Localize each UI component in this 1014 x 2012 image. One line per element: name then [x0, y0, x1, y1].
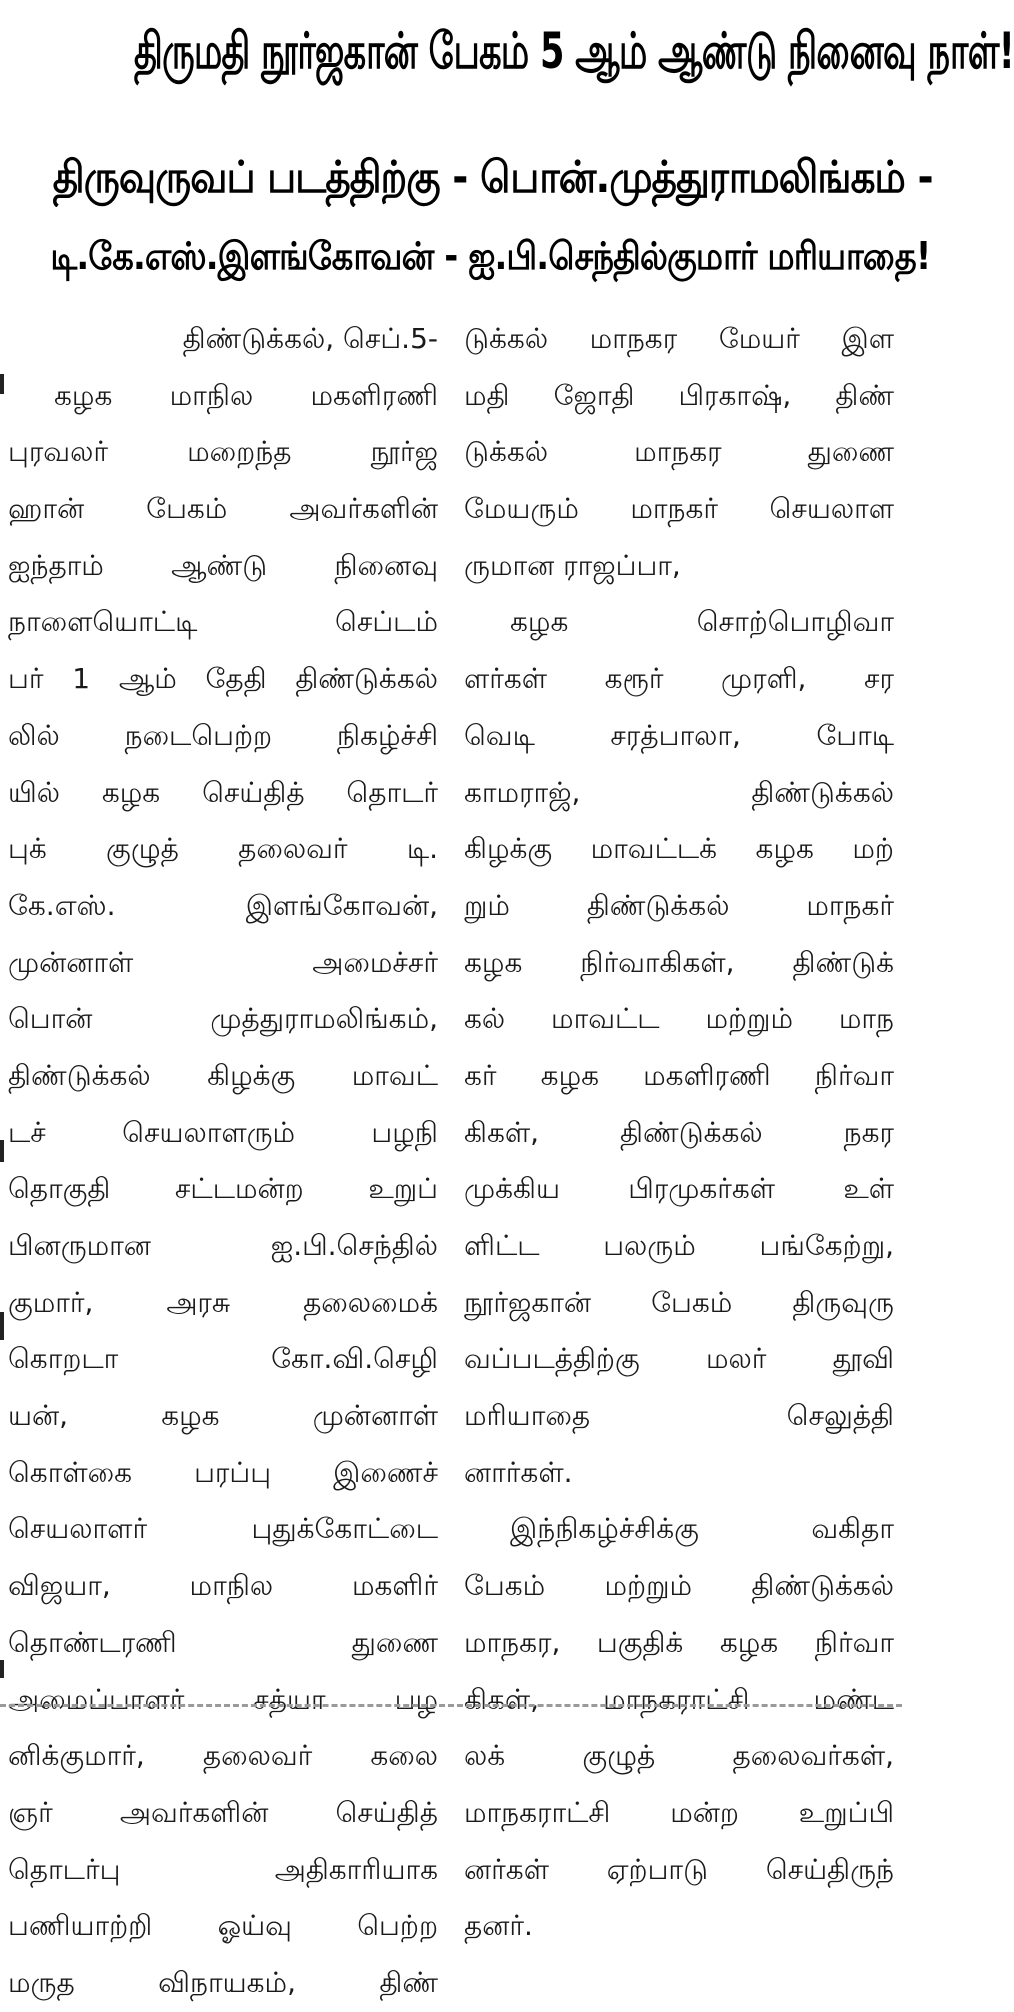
body-line: ஞர் அவர்களின் செய்தித் [8, 1795, 438, 1829]
body-line: ளிட்ட பலரும் பங்கேற்று, [464, 1229, 894, 1262]
body-line: மேயரும் மாநகர் செயலாள [464, 492, 894, 526]
body-line: வெடி சரத்பாலா, போடி [464, 718, 894, 752]
dateline: திண்டுக்கல், செப்.5- [182, 322, 438, 355]
body-line: னார்கள். [464, 1455, 573, 1489]
body-line: முன்னாள் அமைச்சர் [8, 945, 438, 979]
body-line: மாநகராட்சி மன்ற உறுப்பி [464, 1795, 894, 1829]
article-column-left [8, 311, 438, 2012]
body-line: வப்படத்திற்கு மலர் தூவி [464, 1342, 894, 1376]
edge-fragment-mark [0, 1312, 4, 1340]
body-line: பொன் முத்துராமலிங்கம், [8, 1002, 438, 1036]
body-line: மாநகர, பகுதிக் கழக நிர்வா [464, 1625, 894, 1659]
body-line: கல் மாவட்ட மற்றும் மாந [464, 1002, 894, 1036]
page-bottom-divider [0, 1704, 902, 1707]
body-line: கழக நிர்வாகிகள், திண்டுக் [464, 945, 894, 979]
body-line: கிழக்கு மாவட்டக் கழக மற் [464, 832, 894, 866]
body-line: குமார், அரசு தலைமைக் [8, 1285, 438, 1319]
body-line: டுக்கல் மாநகர துணை [464, 435, 894, 469]
body-line: கிகள், திண்டுக்கல் நகர [464, 1115, 894, 1149]
body-line: மருத விநாயகம், திண் [8, 1965, 438, 1999]
headline-sub-2: டி.கே.எஸ்.இளங்கோவன் - ஐ.பி.செந்தில்குமார் மரியாதை! [50, 234, 931, 278]
body-line: பர் 1 ஆம் தேதி திண்டுக்கல் [8, 662, 438, 696]
body-line: கழக சொற்பொழிவா [510, 605, 894, 639]
edge-fragment-mark [0, 1140, 4, 1162]
body-line: லில் நடைபெற்ற நிகழ்ச்சி [8, 718, 438, 752]
body-line: டச் செயலாளரும் பழநி [8, 1115, 438, 1149]
body-line: தொண்டரணி துணை [8, 1625, 438, 1659]
body-line: கொள்கை பரப்பு இணைச் [8, 1455, 438, 1489]
headline-main: திருமதி நூர்ஜகான் பேகம் 5 ஆம் ஆண்டு நினைவு நாள்! [134, 22, 1014, 80]
body-line: நூர்ஜகான் பேகம் திருவுரு [464, 1285, 894, 1319]
body-line: பணியாற்றி ஓய்வு பெற்ற [8, 1909, 438, 1943]
body-line: யில் கழக செய்தித் தொடர் [8, 775, 438, 809]
body-line: அமைப்பாளர் சத்யா பழ [8, 1682, 438, 1716]
body-line: பேகம் மற்றும் திண்டுக்கல் [464, 1569, 894, 1603]
body-line: ஐந்தாம் ஆண்டு நினைவு [8, 548, 438, 582]
body-line: புக் குழுத் தலைவர் டி. [8, 832, 438, 866]
body-line: ளர்கள் கரூர் முரளி, சர [464, 662, 894, 696]
body-line: டுக்கல் மாநகர மேயர் இள [464, 322, 894, 355]
body-line: தொடர்பு அதிகாரியாக [8, 1852, 438, 1886]
body-line: பினருமான ஐ.பி.செந்தில் [8, 1229, 438, 1262]
body-line: மரியாதை செலுத்தி [464, 1399, 894, 1433]
body-line: நாளையொட்டி செப்டம் [8, 605, 438, 639]
body-line: னிக்குமார், தலைவர் கலை [8, 1739, 438, 1773]
body-line: ருமான ராஜப்பா, [464, 548, 681, 582]
body-line: காமராஜ், திண்டுக்கல் [464, 775, 894, 809]
body-line: லக் குழுத் தலைவர்கள், [464, 1739, 894, 1773]
body-line: கழக மாநில மகளிரணி [54, 378, 438, 412]
body-line: மதி ஜோதி பிரகாஷ், திண் [464, 378, 894, 412]
body-line: றும் திண்டுக்கல் மாநகர் [464, 888, 894, 922]
body-line: கர் கழக மகளிரணி நிர்வா [464, 1058, 894, 1092]
body-line: தனர். [464, 1909, 533, 1943]
body-line: னர்கள் ஏற்பாடு செய்திருந் [464, 1852, 894, 1886]
edge-fragment-mark [0, 1660, 4, 1678]
body-line: திண்டுக்கல் கிழக்கு மாவட் [8, 1058, 438, 1092]
edge-fragment-mark [0, 374, 4, 394]
body-line: கிகள், மாநகராட்சி மண்ட [464, 1682, 894, 1716]
body-line: புரவலர் மறைந்த நூர்ஜ [8, 435, 438, 469]
body-line: தொகுதி சட்டமன்ற உறுப் [8, 1172, 438, 1206]
body-line: செயலாளர் புதுக்கோட்டை [8, 1512, 438, 1546]
body-line: முக்கிய பிரமுகர்கள் உள் [464, 1172, 894, 1206]
article-column-right [464, 311, 894, 1955]
body-line: யன், கழக முன்னாள் [8, 1399, 438, 1433]
body-line: இந்நிகழ்ச்சிக்கு வகிதா [510, 1512, 894, 1546]
body-line: கொறடா கோ.வி.செழி [8, 1342, 438, 1376]
body-line: ஹான் பேகம் அவர்களின் [8, 492, 438, 526]
body-line: விஜயா, மாநில மகளிர் [8, 1569, 438, 1603]
body-line: கே.எஸ். இளங்கோவன், [8, 888, 438, 922]
headline-sub-1: திருவுருவப் படத்திற்கு - பொன்.முத்துராமலிங்கம் - [52, 152, 933, 203]
